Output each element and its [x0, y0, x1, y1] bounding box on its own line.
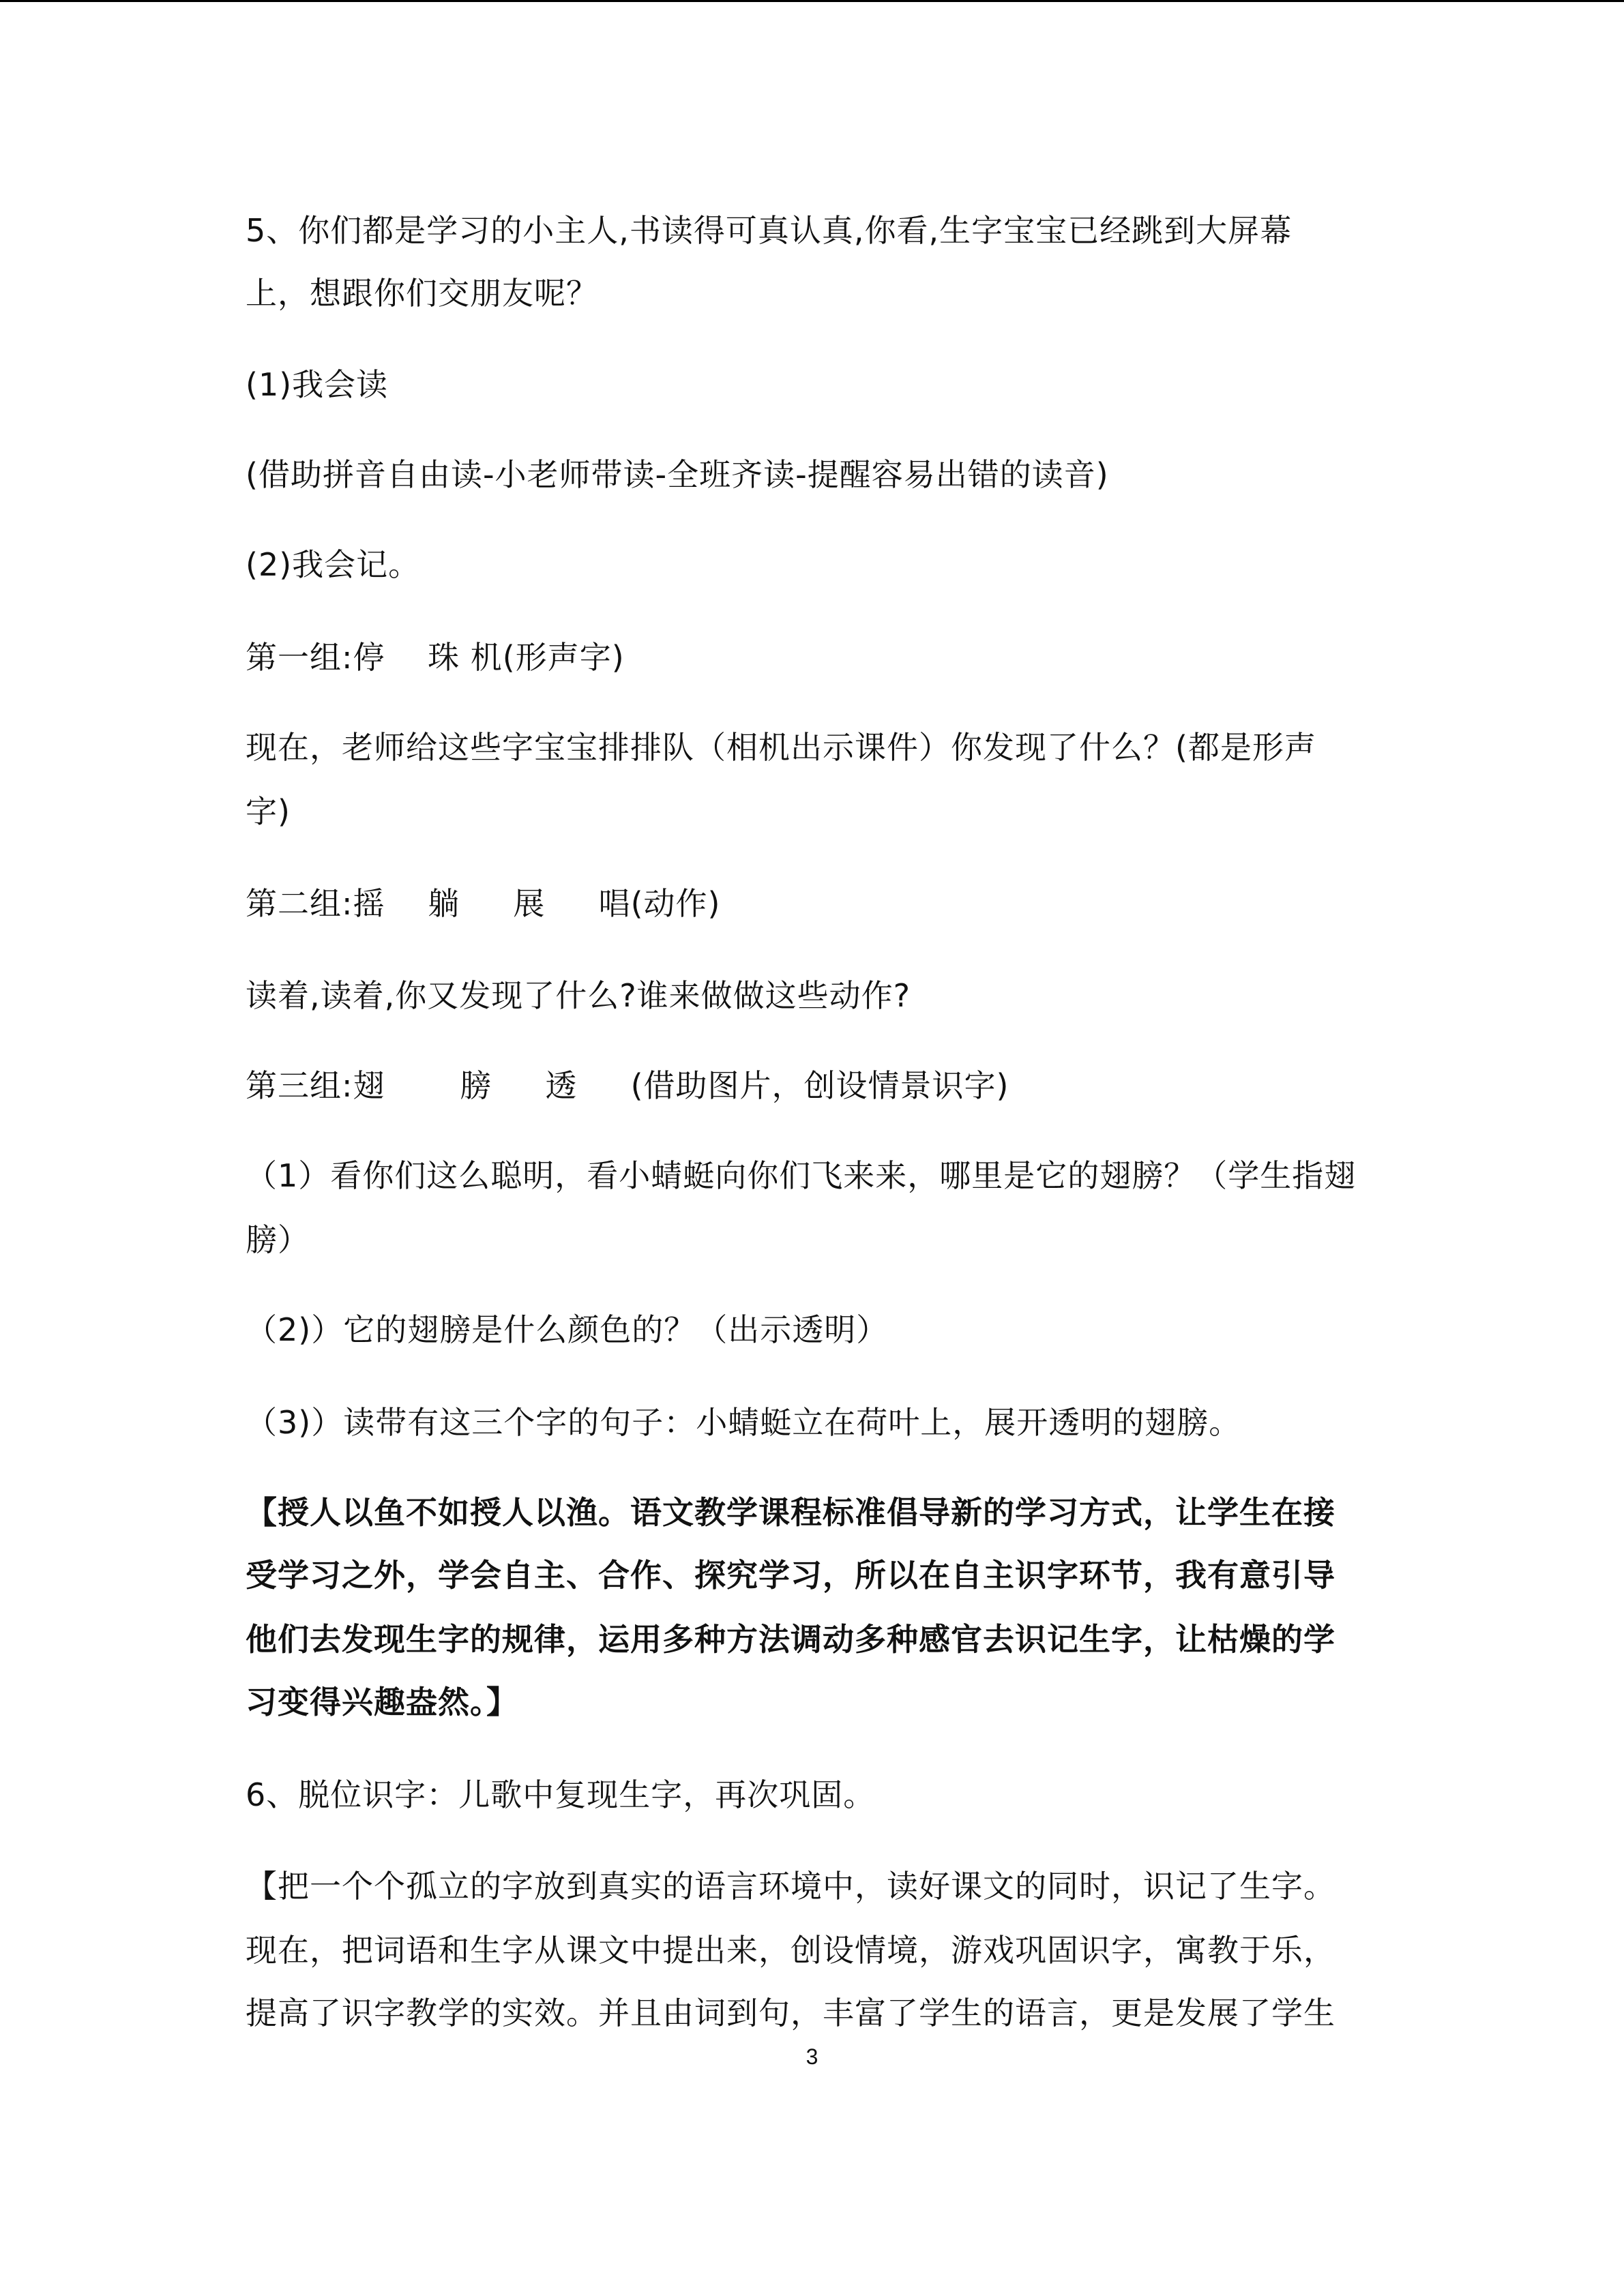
bold-commentary-line: 受学习之外，学会自主、合作、探究学习，所以在自主识字环节，我有意引导	[246, 1557, 1335, 1594]
text-line: 现在，老师给这些字宝宝排排队（相机出示课件）你发现了什么？(都是形声	[246, 729, 1316, 766]
text-line: 6、脱位识字：儿歌中复现生字，再次巩固。	[246, 1776, 876, 1813]
text-line: 上，想跟你们交朋友呢？	[246, 275, 598, 312]
text-line: 第二组:摇 躺 展 唱(动作)	[246, 885, 721, 922]
bold-commentary-line: 【授人以鱼不如授人以渔。语文教学课程标准倡导新的学习方式，让学生在接	[246, 1494, 1335, 1531]
text-line: 【把一个个孤立的字放到真实的语言环境中，读好课文的同时，识记了生字。	[246, 1868, 1335, 1905]
bold-commentary-line: 他们去发现生字的规律，运用多种方法调动多种感官去识记生字，让枯燥的学	[246, 1621, 1335, 1658]
text-line: 5、你们都是学习的小主人,书读得可真认真,你看,生字宝宝已经跳到大屏幕	[246, 212, 1293, 249]
text-line: （3)）读带有这三个字的句子：小蜻蜓立在荷叶上，展开透明的翅膀。	[246, 1404, 1241, 1441]
text-line: 膀）	[246, 1221, 310, 1258]
text-line: (1)我会读	[246, 366, 389, 403]
text-line: 第三组:翅 膀 透 (借助图片，创设情景识字)	[246, 1067, 1009, 1104]
text-line: （2)）它的翅膀是什么颜色的？（出示透明）	[246, 1311, 889, 1348]
bold-commentary-line: 习变得兴趣盎然。】	[246, 1684, 518, 1720]
text-line: 现在，把词语和生字从课文中提出来，创设情境，游戏巩固识字，寓教于乐，	[246, 1932, 1335, 1969]
text-line: 字)	[246, 793, 291, 830]
page-number: 3	[806, 2044, 818, 2069]
text-line: 读着,读着,你又发现了什么?谁来做做这些动作?	[246, 977, 911, 1014]
text-line: 第一组:停 珠 机(形声字)	[246, 639, 625, 676]
text-line: （1）看你们这么聪明，看小蜻蜓向你们飞来来，哪里是它的翅膀？（学生指翅	[246, 1157, 1357, 1194]
text-line: (借助拼音自由读-小老师带读-全班齐读-提醒容易出错的读音)	[246, 456, 1109, 493]
text-line: (2)我会记。	[246, 546, 421, 583]
text-line: 提高了识字教学的实效。并且由词到句，丰富了学生的语言，更是发展了学生	[246, 1995, 1335, 2031]
